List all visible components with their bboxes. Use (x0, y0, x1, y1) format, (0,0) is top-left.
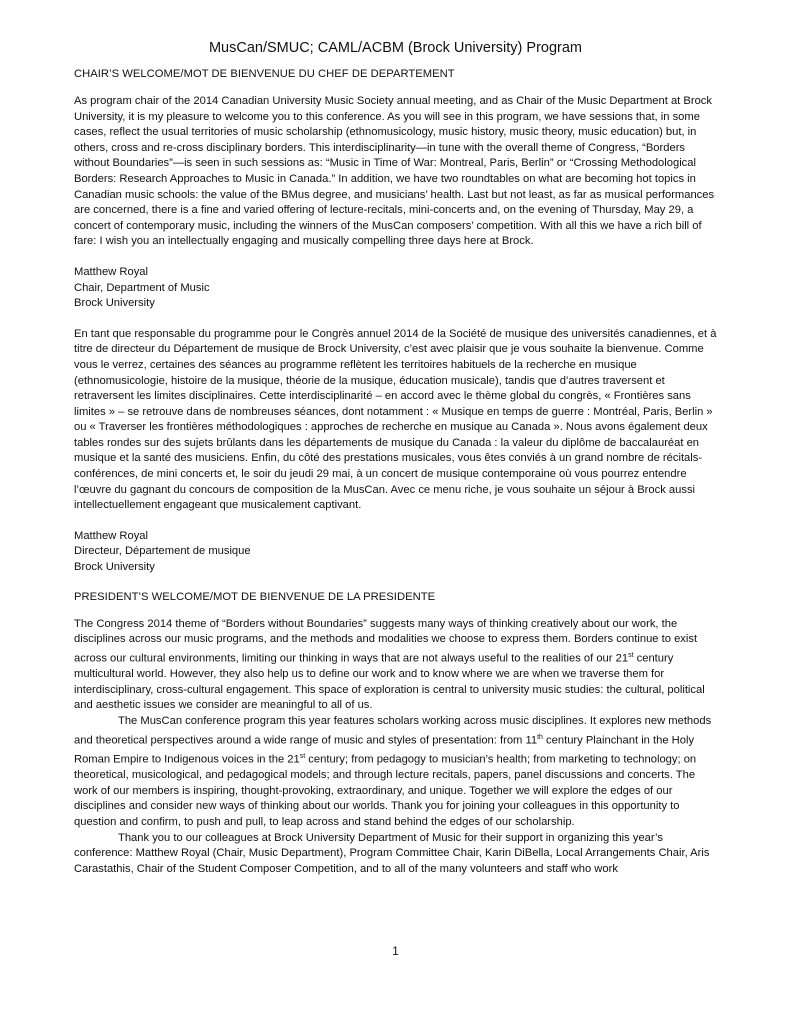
chair-welcome-french: En tant que responsable du programme pour le Congrès annuel 2014 de la Société de musique des universités canadiennes, et à titre de directeur du Département de musique de Brock University, c’est avec plaisir que je vous souhaite la bienvenue. Comme vous le verrez, certaines des séances au programme reflètent les territoires habituels de la recherche en musique (ethnomusicologie, histoire de la musique, théorie de la musique, éducation musicale), tandis que d’autres traversent et retraversent les limites disciplinaires. Cette interdisciplinarité – en accord avec le thème global du congrès, « Frontières sans limites » – se retrouve dans de nombreuses séances, dont notamment : « Musique en temps de guerre : Montréal, Paris, Berlin » ou « Traverser les frontières méthodologiques : approches de recherche en musique au Canada ». Nous avons également deux tables rondes sur des sujets brûlants dans les départements de musique du Canada : la valeur du diplôme de baccalauréat en musique et la santé des musiciens. Enfin, du côté des prestations musicales, vous êtes conviés à un grand nombre de récitals-conférences, de mini concerts et, le soir du jeudi 29 mai, à un concert de musique contemporaine où vous pourrez entendre l’œuvre du gagnant du concours de composition de la MusCan. Avec ce menu riche, je vous souhaite un séjour à Brock aussi intellectuellement engageant que musicalement captivant. (74, 327, 717, 512)
document-page (74, 40, 717, 877)
signature-organization: Brock University (74, 297, 155, 310)
text-run: The Congress 2014 theme of “Borders without Boundaries” suggests many ways of thinking creatively about our work, the disciplines across our music programs, and the methods and modalities we choose to express them. Borders continue to exist across our cultural environments, limiting our thinking in ways that are not always useful to the realities of our 21 (74, 617, 698, 665)
text-run: century Plainchant in the Holy Roman Empire to Indigenous voices in the 21 (74, 734, 695, 766)
president-welcome-body (74, 617, 717, 878)
signature-french (74, 529, 717, 576)
signature-organization: Brock University (74, 561, 155, 574)
signature-role: Chair, Department of Music (74, 281, 210, 294)
superscript: st (628, 651, 634, 659)
chair-welcome-english: As program chair of the 2014 Canadian University Music Society annual meeting, and as Chair of the Music Department at Brock University, it is my pleasure to welcome you to this conference. As you will see in this program, we have sessions that, in some cases, reflect the usual territories of music scholarship (ethnomusicology, music history, music theory, music education) but, in others, cross and re-cross disciplinary borders. This interdisciplinarity—in tune with the overall theme of Congress, “Borders without Boundaries”—is seen in such sessions as: “Music in Time of War: Montreal, Paris, Berlin” or “Crossing Methodological Borders: Research Approaches to Music in Canada.” In addition, we have two roundtables on what are becoming hot topics in Canadian music schools: the value of the BMus degree, and musicians’ health. Last but not least, as far as musical performances are concerned, there is a fine and varied offering of lecture-recitals, mini-concerts and, on the evening of Thursday, May 29, a concert of contemporary music, including the winners of the MusCan composers’ competition. With all this we have a rich bill of fare: I wish you an intellectually engaging and musically compelling three days here at Brock. (74, 95, 715, 248)
president-paragraph-2 (74, 714, 717, 831)
signature-name: Matthew Royal (74, 265, 148, 278)
president-paragraph-3: Thank you to our colleagues at Brock University Department of Music for their support in organizing this year’s conference: Matthew Royal (Chair, Music Department), Program Committee Chair, Karin DiBella, Local Arrangements Chair, Aris Carastathis, Chair of the Student Composer Competition, and to all of the many volunteers and staff who work (74, 831, 710, 875)
superscript: th (537, 733, 543, 741)
president-welcome-heading: PRESIDENT’S WELCOME/MOT DE BIENVENUE DE LA PRESIDENTE (74, 590, 436, 603)
signature-role: Directeur, Département de musique (74, 545, 251, 558)
chair-welcome-heading: CHAIR’S WELCOME/MOT DE BIENVENUE DU CHEF DE DEPARTEMENT (74, 68, 455, 80)
signature-name: Matthew Royal (74, 529, 148, 542)
page-title: MusCan/SMUC; CAML/ACBM (Brock University) Program (208, 40, 583, 56)
president-paragraph-1 (74, 617, 717, 714)
text-run: The MusCan conference program this year features scholars working across music disciplines. It explores new methods and theoretical perspectives around a wide range of music and styles of presentation: from 11 (74, 714, 712, 747)
superscript: st (299, 752, 306, 760)
text-run: century multicultural world. However, they also help us to define our work and to know where we are when we traverse them for interdisciplinary, cross-cultural engagement. This space of exploration is central to university music studies: the cultural, political and aesthetic issues we consider are meaningful to all of us. (74, 652, 705, 712)
page-number: 1 (392, 944, 399, 958)
text-run: century; from pedagogy to musician’s health; from marketing to technology; on theoretical, musicological, and pedagogical models; and through lecture recitals, papers, panel discussions and concerts. The work of our members is inspiring, thought-provoking, extraordinary, and unique. Together we will explore the edges of our disciplines and consider new ways of thinking about our worlds. Thank you for joining your colleagues in this opportunity to question and confirm, to push and pull, to leap across and stand behind the edges of our scholarship. (74, 753, 697, 828)
signature-english (74, 265, 717, 312)
